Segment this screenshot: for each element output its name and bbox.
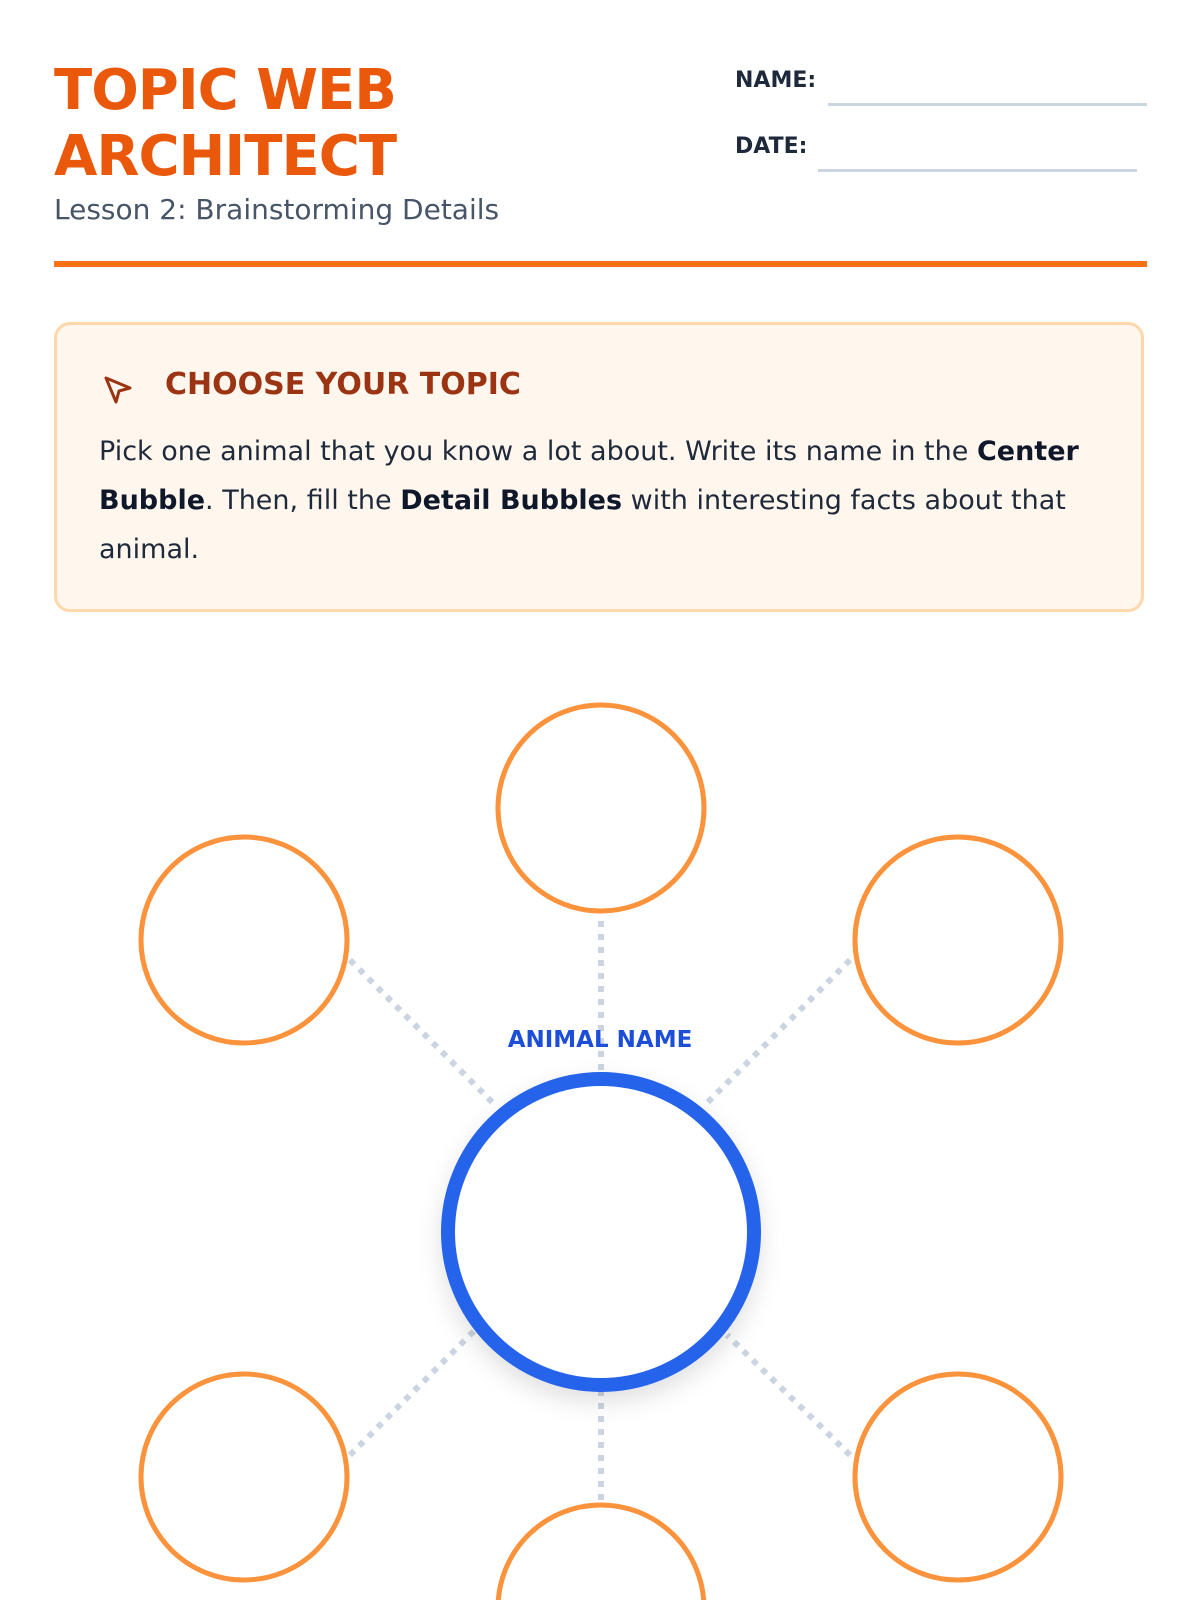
center-bubble-label: ANIMAL NAME [507, 1027, 693, 1053]
instructions-text-part: with interesting facts about that animal. [99, 485, 1066, 565]
detail-bubble-top[interactable] [498, 705, 704, 911]
center-bubble[interactable] [448, 1079, 754, 1385]
connector-line [727, 1335, 850, 1455]
detail-bubbles-term: Detail Bubbles [400, 485, 623, 516]
instructions-heading: CHOOSE YOUR TOPIC [165, 367, 521, 402]
detail-bubble-bottom[interactable] [498, 1505, 704, 1600]
center-bubble-term: Center Bubble [99, 436, 1079, 516]
page-title: TOPIC WEB ARCHITECT [54, 58, 397, 189]
connector-line [350, 1330, 475, 1455]
instructions-text-part: Pick one animal that you know a lot about. Write its name in the [99, 436, 977, 467]
instructions-text-part: . Then, fill the [205, 485, 401, 516]
page-subtitle: Lesson 2: Brainstorming Details [54, 193, 500, 226]
name-label: NAME: [735, 68, 817, 93]
detail-bubble-lower-left[interactable] [141, 1374, 347, 1580]
detail-bubble-upper-left[interactable] [141, 837, 347, 1043]
date-label: DATE: [735, 134, 808, 159]
detail-bubble-lower-right[interactable] [855, 1374, 1061, 1580]
detail-bubble-upper-right[interactable] [855, 837, 1061, 1043]
